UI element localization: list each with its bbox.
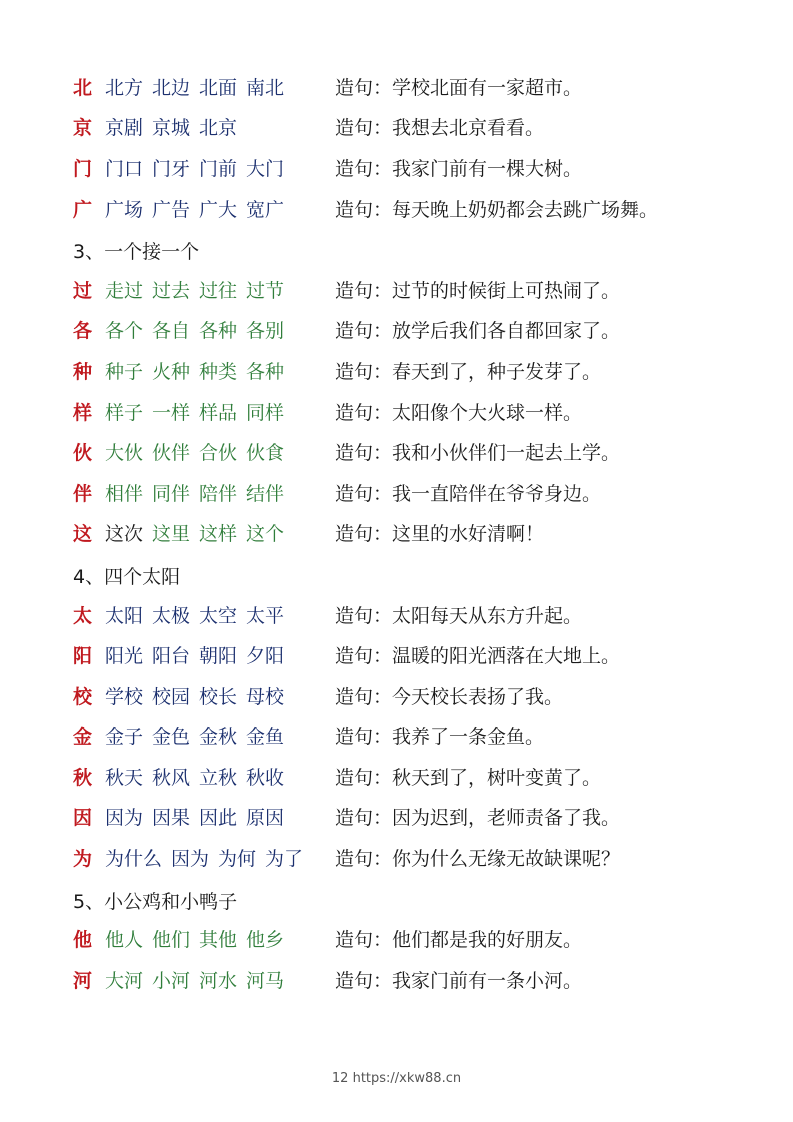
- example-sentence: 造句：每天晚上奶奶都会去跳广场舞。: [335, 198, 659, 221]
- word-group: [105, 482, 335, 505]
- compound-word: 南北: [246, 76, 285, 99]
- compound-word: 伙伴: [152, 442, 191, 465]
- key-character: 金: [73, 726, 93, 749]
- compound-word: 火种: [152, 360, 191, 383]
- compound-word: 因为: [171, 848, 210, 871]
- compound-word: 校园: [152, 685, 191, 708]
- word-group: [105, 444, 335, 463]
- key-character: 太: [73, 604, 93, 627]
- word-group: [105, 76, 335, 99]
- compound-word: 为何: [218, 848, 257, 871]
- key-character: 广: [73, 198, 93, 221]
- key-character: 北: [73, 76, 93, 99]
- vocab-row: [73, 312, 753, 353]
- key-character: 阳: [73, 645, 93, 668]
- example-sentence: 造句：你为什么无缘无故缺课呢？: [335, 848, 621, 871]
- compound-word: 河水: [199, 969, 238, 992]
- key-character: 河: [73, 969, 93, 992]
- vocab-row: [73, 271, 753, 312]
- word-group: [105, 198, 335, 221]
- compound-word: 陪伴: [199, 482, 238, 505]
- compound-word: 他们: [152, 929, 191, 952]
- key-character: 为: [73, 848, 93, 871]
- vocab-row: [73, 68, 753, 109]
- word-group: [105, 322, 335, 341]
- compound-word: 各种: [246, 360, 285, 383]
- compound-word: 样子: [105, 401, 144, 424]
- compound-word: 合伙: [199, 442, 238, 465]
- compound-word: 为了: [265, 848, 304, 871]
- compound-word: 北方: [105, 76, 144, 99]
- compound-word: 太极: [152, 604, 191, 627]
- example-sentence: 造句：放学后我们各自都回家了。: [335, 320, 621, 343]
- compound-word: 北京: [199, 117, 238, 140]
- compound-word: 他乡: [246, 929, 285, 952]
- vocab-row: [73, 149, 753, 190]
- compound-word: 过节: [246, 279, 285, 302]
- word-group: [105, 525, 335, 544]
- vocab-row: [73, 596, 753, 637]
- key-character: 过: [73, 279, 93, 302]
- compound-word: 太空: [199, 604, 238, 627]
- word-group: [105, 119, 335, 138]
- word-group: [105, 766, 335, 789]
- vocab-row: [73, 718, 753, 759]
- section-title: 3、一个接一个: [73, 241, 200, 264]
- vocab-row: [73, 352, 753, 393]
- key-character: 伙: [73, 442, 93, 465]
- word-group: [105, 685, 335, 708]
- word-group: [105, 360, 335, 383]
- compound-word: 门前: [199, 157, 238, 180]
- example-sentence: 造句：秋天到了，树叶变黄了。: [335, 766, 602, 789]
- page-footer: 12 https://xkw88.cn: [331, 1071, 462, 1086]
- compound-word: 他人: [105, 929, 144, 952]
- compound-word: 宽广: [246, 198, 285, 221]
- vocabulary-list: [73, 68, 753, 1002]
- compound-word: 为什么: [105, 848, 163, 871]
- compound-word: 广场: [105, 198, 144, 221]
- compound-word: 河马: [246, 969, 285, 992]
- vocab-row: [73, 433, 753, 474]
- compound-word: 金鱼: [246, 726, 285, 749]
- compound-word: 结伴: [246, 482, 285, 505]
- vocab-row: [73, 677, 753, 718]
- compound-word: 广大: [199, 198, 238, 221]
- example-sentence: 造句：他们都是我的好朋友。: [335, 929, 583, 952]
- vocab-row: [73, 839, 753, 880]
- compound-word: 种类: [199, 360, 238, 383]
- vocab-row: [73, 474, 753, 515]
- example-sentence: 造句：太阳每天从东方升起。: [335, 604, 583, 627]
- compound-word: 金秋: [199, 726, 238, 749]
- example-sentence: 造句：太阳像个大火球一样。: [335, 401, 583, 424]
- compound-word: 因为: [105, 807, 144, 830]
- compound-word: 立秋: [199, 766, 238, 789]
- compound-word: 广告: [152, 198, 191, 221]
- compound-word: 过往: [199, 279, 238, 302]
- key-character: 他: [73, 929, 93, 952]
- compound-word: 秋收: [246, 766, 285, 789]
- compound-word: 各别: [246, 320, 285, 343]
- compound-word: 母校: [246, 685, 285, 708]
- example-sentence: 造句：我家门前有一棵大树。: [335, 157, 583, 180]
- compound-word: 阳光: [105, 645, 144, 668]
- compound-word: 过去: [152, 279, 191, 302]
- compound-word: 金色: [152, 726, 191, 749]
- key-character: 校: [73, 685, 93, 708]
- compound-word: 原因: [246, 807, 285, 830]
- compound-word: 伙食: [246, 442, 285, 465]
- example-sentence: 造句：我一直陪伴在爷爷身边。: [335, 482, 602, 505]
- section-title: 4、四个太阳: [73, 565, 181, 588]
- compound-word: 金子: [105, 726, 144, 749]
- compound-word: 因此: [199, 807, 238, 830]
- vocab-row: [73, 190, 753, 231]
- compound-word: 校长: [199, 685, 238, 708]
- vocab-row: [73, 961, 753, 1002]
- compound-word: 这里: [152, 523, 191, 546]
- compound-word: 同样: [246, 401, 285, 424]
- vocab-row: [73, 758, 753, 799]
- vocab-row: [73, 636, 753, 677]
- key-character: 这: [73, 523, 93, 546]
- vocab-row: [73, 515, 753, 556]
- word-group: [105, 931, 335, 950]
- section-title: 5、小公鸡和小鸭子: [73, 890, 238, 913]
- example-sentence: 造句：过节的时候街上可热闹了。: [335, 279, 621, 302]
- compound-word: 相伴: [105, 482, 144, 505]
- example-sentence: 造句：我家门前有一条小河。: [335, 969, 583, 992]
- example-sentence: 造句：春天到了，种子发芽了。: [335, 360, 602, 383]
- compound-word: 各自: [152, 320, 191, 343]
- compound-word: 门口: [105, 157, 144, 180]
- key-character: 门: [73, 157, 93, 180]
- word-group: [105, 401, 335, 424]
- word-group: [105, 850, 335, 869]
- compound-word: 这次: [105, 523, 144, 546]
- compound-word: 走过: [105, 279, 144, 302]
- compound-word: 这个: [246, 523, 285, 546]
- vocab-row: [73, 799, 753, 840]
- key-character: 因: [73, 807, 93, 830]
- compound-word: 样品: [199, 401, 238, 424]
- example-sentence: 造句：我想去北京看看。: [335, 117, 545, 140]
- word-group: [105, 647, 335, 666]
- example-sentence: 造句：温暖的阳光洒落在大地上。: [335, 645, 621, 668]
- compound-word: 同伴: [152, 482, 191, 505]
- compound-word: 大伙: [105, 442, 144, 465]
- example-sentence: 造句：学校北面有一家超市。: [335, 76, 583, 99]
- compound-word: 北边: [152, 76, 191, 99]
- compound-word: 其他: [199, 929, 238, 952]
- compound-word: 北面: [199, 76, 238, 99]
- compound-word: 这样: [199, 523, 238, 546]
- compound-word: 夕阳: [246, 645, 285, 668]
- example-sentence: 造句：今天校长表扬了我。: [335, 685, 564, 708]
- compound-word: 大门: [246, 157, 285, 180]
- compound-word: 太阳: [105, 604, 144, 627]
- key-character: 样: [73, 401, 93, 424]
- vocab-row: [73, 920, 753, 961]
- compound-word: 各种: [199, 320, 238, 343]
- compound-word: 秋天: [105, 766, 144, 789]
- compound-word: 种子: [105, 360, 144, 383]
- compound-word: 门牙: [152, 157, 191, 180]
- word-group: [105, 969, 335, 992]
- compound-word: 一样: [152, 401, 191, 424]
- compound-word: 大河: [105, 969, 144, 992]
- key-character: 各: [73, 320, 93, 343]
- word-group: [105, 728, 335, 747]
- compound-word: 因果: [152, 807, 191, 830]
- word-group: [105, 279, 335, 302]
- compound-word: 京城: [152, 117, 191, 140]
- word-group: [105, 604, 335, 627]
- key-character: 伴: [73, 482, 93, 505]
- key-character: 秋: [73, 766, 93, 789]
- compound-word: 小河: [152, 969, 191, 992]
- compound-word: 各个: [105, 320, 144, 343]
- compound-word: 京剧: [105, 117, 144, 140]
- example-sentence: 造句：因为迟到，老师责备了我。: [335, 807, 621, 830]
- example-sentence: 造句：我和小伙伴们一起去上学。: [335, 442, 621, 465]
- example-sentence: 造句：这里的水好清啊！: [335, 523, 545, 546]
- compound-word: 太平: [246, 604, 285, 627]
- compound-word: 学校: [105, 685, 144, 708]
- compound-word: 朝阳: [199, 645, 238, 668]
- compound-word: 秋风: [152, 766, 191, 789]
- word-group: [105, 157, 335, 180]
- key-character: 京: [73, 117, 93, 140]
- vocab-row: [73, 393, 753, 434]
- vocab-row: [73, 109, 753, 150]
- example-sentence: 造句：我养了一条金鱼。: [335, 726, 545, 749]
- word-group: [105, 809, 335, 828]
- key-character: 种: [73, 360, 93, 383]
- compound-word: 阳台: [152, 645, 191, 668]
